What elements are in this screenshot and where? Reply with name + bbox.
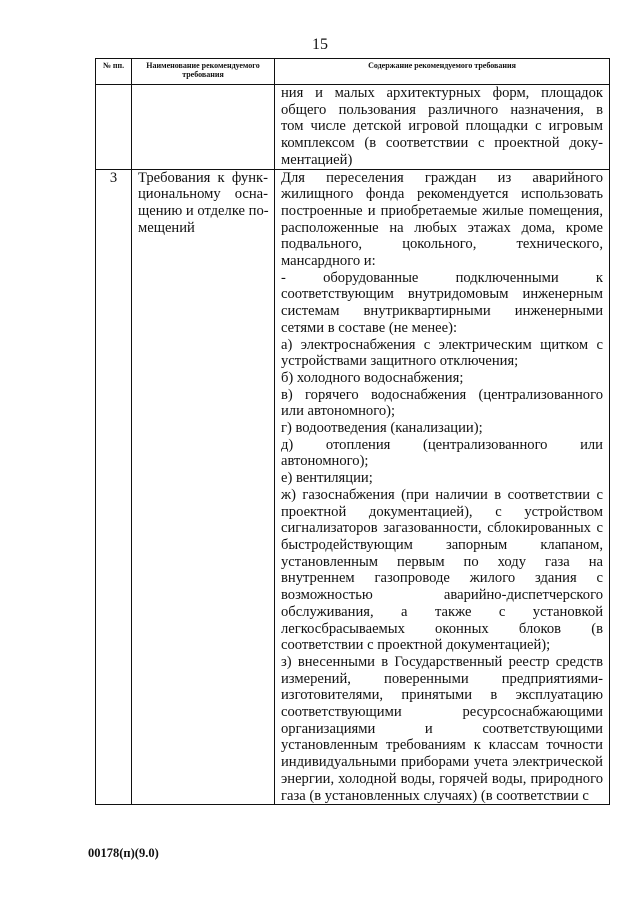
document-code: 00178(п)(9.0) <box>88 846 159 860</box>
text-line: ментацией) <box>281 151 353 168</box>
text-line: том числе детской игровой площадки с игровым <box>281 118 603 135</box>
row-name <box>132 85 275 170</box>
paragraph: д) отопления (централизованного или автономного); <box>281 436 603 470</box>
paragraph: ж) газоснабжения (при наличии в соответствии с проектной документацией), с устройством сигнализаторов загазованности, сблокированных с быстродействующим запорным клапаном, установленным первым по ходу газа на внутреннем газопроводе жилого здания с возможностью аварийно-диспетчерского обслуживания, а также с установкой легкосбрасываемых оконных блоков (в соответствии с проектной документацией); <box>281 486 603 654</box>
text-line: мещений <box>138 219 195 236</box>
paragraph: Для переселения граждан из аварийного жилищного фонда рекомендуется использовать построенные и приобретаемые жилые помещения, расположенные на любых этажах дома, кроме подвального, цокольного, технического, мансардного и: <box>281 169 603 270</box>
paragraph: а) электроснабжения с электрическим щитком с устройствами защитного отключения; <box>281 336 603 370</box>
paragraph: в) горячего водоснабжения (централизованного или автономного); <box>281 386 603 420</box>
page-number: 15 <box>312 36 328 53</box>
row-name <box>132 169 275 805</box>
table-row <box>96 169 610 805</box>
paragraph: - оборудованные подключенными к соответствующим внутридомовым инженерным системам внутриквартирными инженерными сетями в составе (не менее): <box>281 269 603 336</box>
row-num <box>96 85 132 170</box>
text-line: Требования к функ- <box>138 169 268 186</box>
header-name: Наименование рекомендуемого требования <box>132 59 275 85</box>
paragraph: б) холодного водоснабжения; <box>281 369 464 386</box>
table-row <box>96 85 610 170</box>
paragraph: г) водоотведения (канализации); <box>281 420 483 437</box>
header-num: № пп. <box>96 59 132 85</box>
text-line: комплексом (в соответствии с проектной доку- <box>281 135 603 152</box>
requirements-table <box>95 58 610 805</box>
paragraph: з) внесенными в Государственный реестр средств измерений, поверенными предприятиями-изготовителями, принятыми в эксплуатацию соответствующими ресурсоснабжающими организациями и соответствующими установленным требованиям к классам точности индивидуальными приборами учета электрической энергии, холодной воды, горячей воды, природного газа (в установленных случаях) (в соответствии с <box>281 653 603 804</box>
row-content <box>275 169 610 805</box>
paragraph: е) вентиляции; <box>281 470 373 487</box>
text-line: общего пользования различного назначения, в <box>281 101 603 118</box>
table-header-row <box>96 59 610 85</box>
row-num: 3 <box>96 169 132 805</box>
header-content: Содержание рекомендуемого требования <box>275 59 610 85</box>
text-line: ния и малых архитектурных форм, площадок <box>281 85 603 101</box>
row-content <box>275 85 610 170</box>
text-line: щению и отделке по- <box>138 202 269 219</box>
text-line: циональному осна- <box>138 186 268 203</box>
